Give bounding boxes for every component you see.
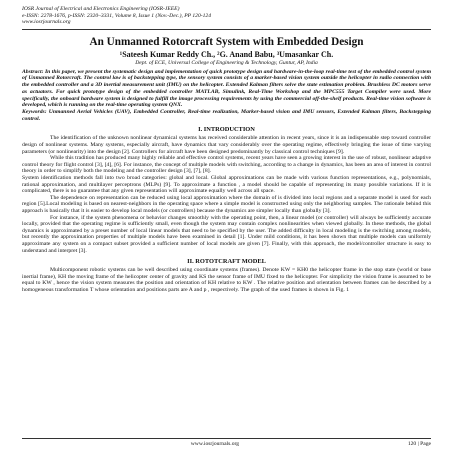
keywords-text: Unmanned Aerial Vehicles (UAV), Embedded Controller, Real-time realization, Marker-based vision and IMU sensors, Extended Kalman filters, Backstepping control.	[22, 109, 431, 122]
paper-affiliation: Dept. of ECE, Universal College of Engineering & Technology, Guntur, AP, India	[135, 59, 318, 66]
header-rule	[22, 29, 431, 30]
section-heading-introduction: I. INTRODUCTION	[198, 126, 255, 134]
abstract-text: In this paper, we present the systematic design and implementation of quick prototype design and hardware-in-the-loop real-time test of the embedded control system of Unmanned Rotorcraft. The control law is of backstepping type, the sensory system consists of a marker-based vision system outside the helicopter in radio connection with the embedded controller and a 3D inertial measurement unit (IMU) on the helicopter. Extended Kalman filters solve the state estimation problem. Brushless DC motors serve as actuators. For quick prototype design of the embedded controller MATLAB, Simulink, Real-Time Workshop and the MPC555 Target Compiler were used. More specifically, the onboard hardware system is designed to fulfill the image processing requirements by using the commercial off-the-shelf products. Real-time vision software is developed, which is running on the real-time operating system QNX.	[22, 68, 431, 109]
journal-issn: e-ISSN: 2278-1676, p-ISSN: 2320–3331, Volume 8, Issue 1 (Nov.-Dec.), PP 120-124	[22, 12, 212, 19]
section-heading-rotorcraft-model: II. ROTOTCRAFT MODEL	[187, 258, 266, 266]
footer-rule	[22, 438, 431, 439]
intro-paragraph: For instance, if the system phenomena or behavior changes smoothly with the operating point, then, a linear model (or controller) will always be sufficiently accurate locally, provided that the operating regime is sufficiently small, even though the system may contain complex nonlinearities when viewed globally. In these methods, the global dynamics is approximated by a preset number of local linear models that need to be specified by the user. The added difficulty in local modeling is the switching among models, but recently the approximation properties of multiple models have been examined in detail [1]. Under mild conditions, it has been shown that multiple models can uniformly approximate any system on a compact subset provided a sufficient number of local models are given [7]. Finally, with this approach, the model/controller structure is easy to understand and interpret [3].	[22, 214, 431, 254]
journal-name: IOSR Journal of Electrical and Electronics Engineering (IOSR-JEEE)	[22, 6, 180, 12]
paper-authors: ¹Sateesh Kumar Reddy Ch., ²G. Anand Babu, ³Umasankar Ch.	[119, 49, 334, 59]
page-number: 120 | Page	[407, 441, 431, 447]
intro-paragraph: The dependence on representation can be reduced using local approximation where the domain of is divided into local regions and a separate model is used for each region [5].Local modeling is based on nearest-neighbors in the operating space where a simple model is constructed using only the neighboring samples. The rationale behind this approach is basically that it is easier to develop local models (or controllers) because the dynamics are simpler locally than globally [3].	[22, 194, 431, 214]
keywords-label: Keywords:	[22, 109, 47, 115]
abstract	[22, 69, 431, 123]
journal-header	[22, 6, 431, 26]
journal-site: www.iosrjournals.org	[22, 19, 71, 26]
intro-paragraph: The identification of the unknown nonlinear dynamical systems has received considerable attention in recent years, since it is an indispensable step toward controller design of nonlinear systems. Many systems, especially aircraft, have dynamics that vary considerably over the operating regime, effectively bringing the issue of time varying parameters (or nonlinearity) into the design [2]. Controllers for aircraft have been designed predominantly by classical control techniques [9].	[22, 135, 431, 155]
intro-paragraph: While this tradition has produced many highly reliable and effective control systems, recent years have seen a growing interest in the use of robust, nonlinear adaptive control theory for flight control [3], [4], [6]. For instance, the concept of multiple models with switching, according to a change in dynamics, has been an area of interest in control theory in order to simplify both the modeling and the controller design [3], [7], [8].	[22, 155, 431, 175]
abstract-label: Abstract:	[22, 68, 44, 75]
intro-paragraph: System identification methods fall into two broad categories: global and local. Global approximations can be made with various function representations, e.g., polynomials, rational approximation, and multilayer perceptrons (MLPs) [9]. To approximate a function , a model should be capable of representing its many possible variations. If it is complicated, there is no guarantee that any given representation will approximate equally well across all space.	[22, 174, 431, 195]
model-paragraph: Multicomponent robotic systems can be well described using coordinate systems (frames). Denote KW = KH0 the helicopter frame in the stop state (world or base inertial frame), KH the moving frame of the helicopter center of gravity and KS the sensor frame of IMU fixed to the helicopter. For simplicity the vision frame is assumed to be equal to KW , hence the vision system measures the position and orientation of KH relative to KW . The relative position and orientation between frames can be described by a homogeneous transformation T whose orientation and positions parts are A and p , respectively. The graph of the used frames is shown in Fig. 1	[22, 267, 431, 293]
footer-site: www.iosrjournals.org	[190, 441, 240, 447]
paper-title: An Unmanned Rotorcraft System with Embedded Design	[89, 35, 364, 48]
page-footer	[22, 438, 431, 447]
